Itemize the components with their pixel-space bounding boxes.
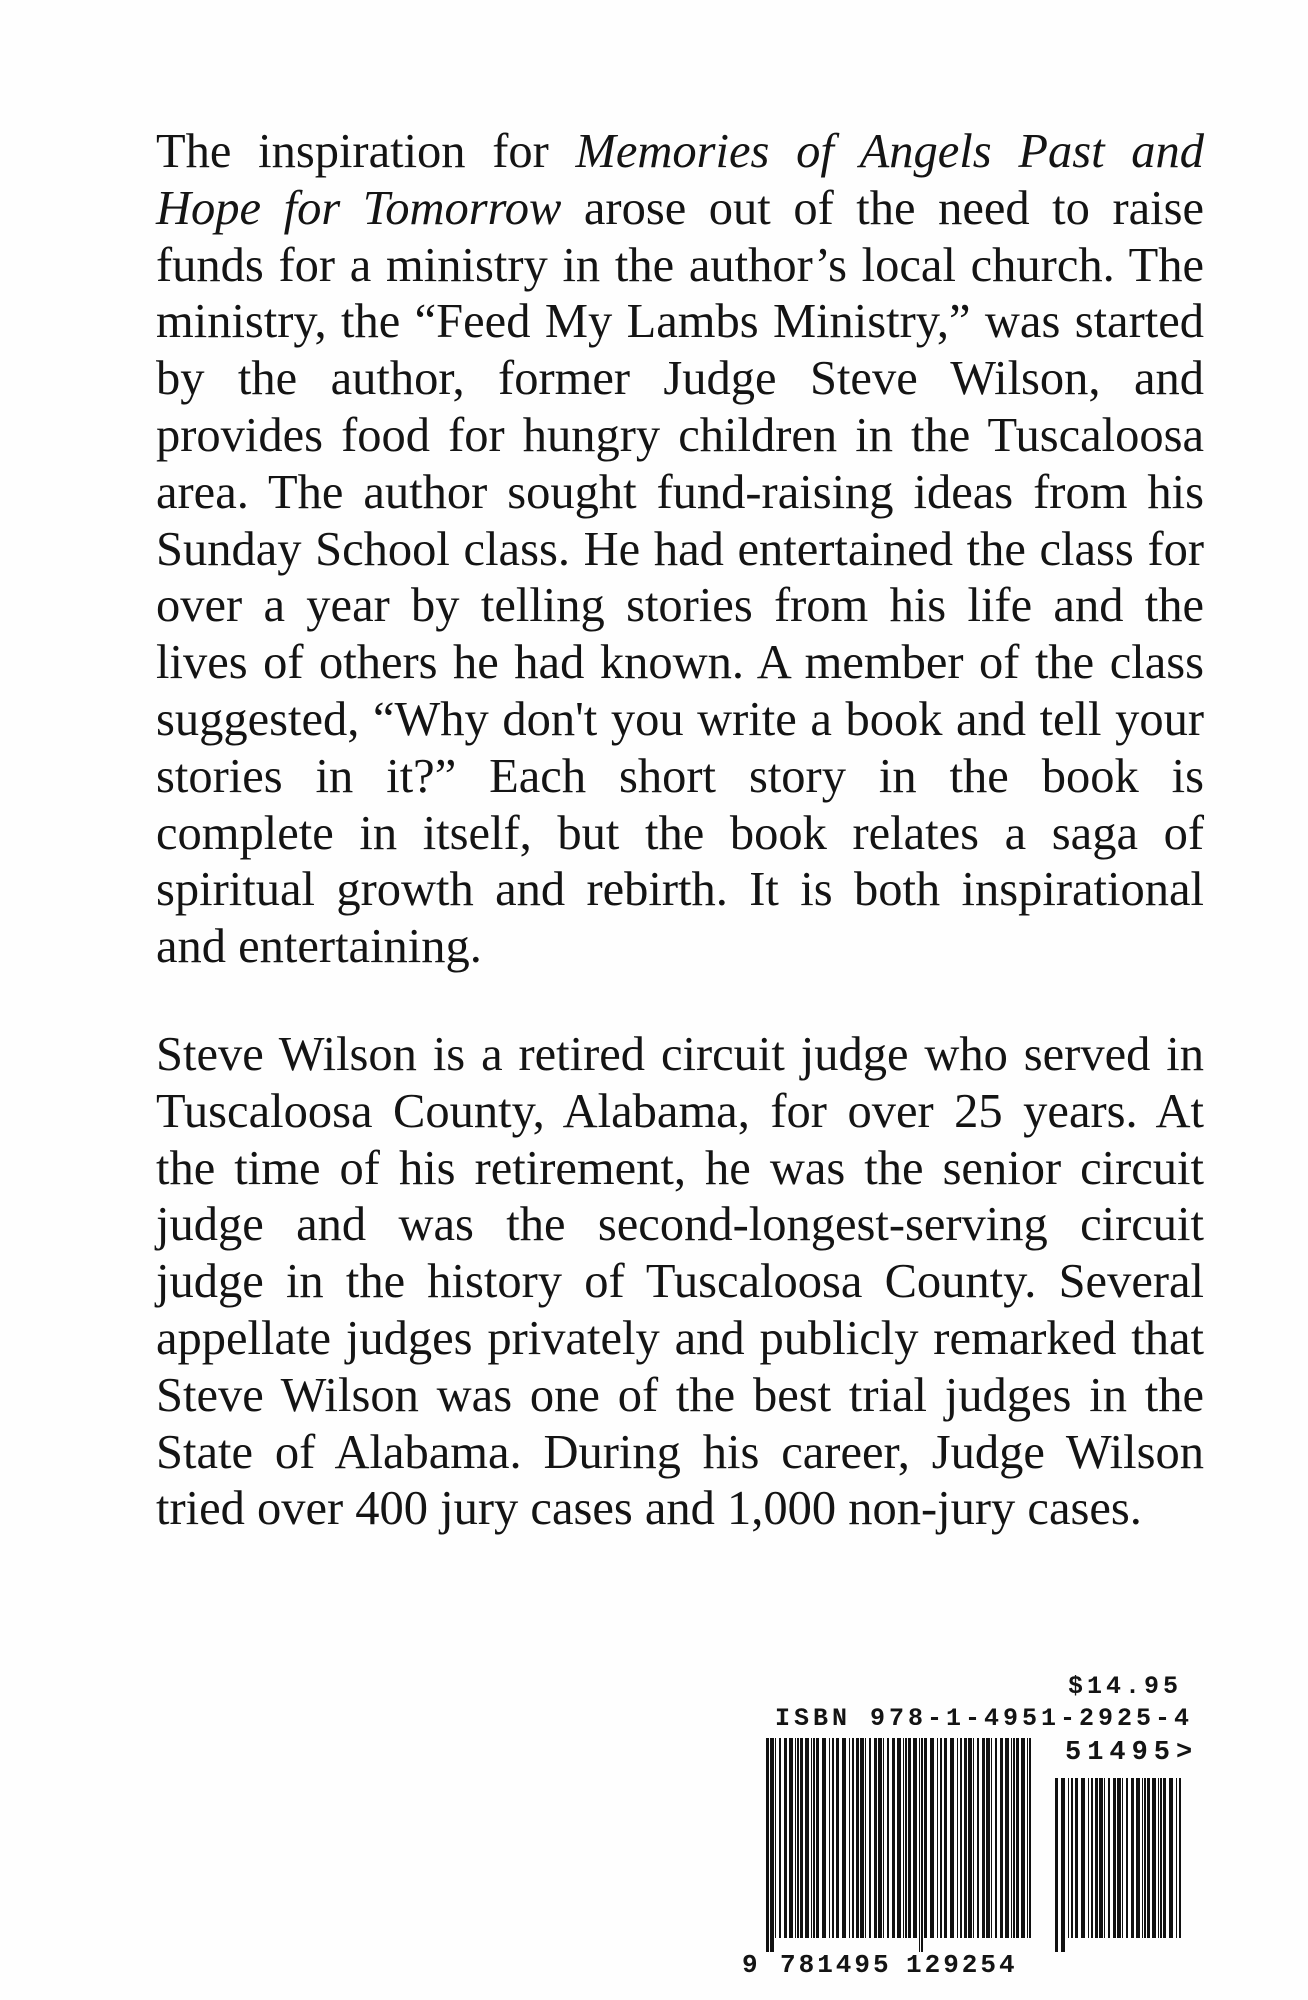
barcode-bar bbox=[813, 1738, 815, 1938]
barcode-bar bbox=[940, 1738, 942, 1938]
barcode-bar bbox=[1176, 1778, 1177, 1938]
barcode-bar bbox=[1108, 1778, 1110, 1938]
barcode-bar bbox=[1158, 1778, 1159, 1938]
barcode-bar bbox=[913, 1738, 917, 1938]
barcode-bar bbox=[1088, 1778, 1089, 1938]
book-blurb bbox=[156, 124, 1204, 976]
author-bio: Steve Wilson is a retired circuit judge who served in Tuscaloosa County, Alabama, for over 25 years. At the time of his retirement, he was the senior circuit judge and was the second-longest-serving circuit judge in the history of Tuscaloosa County. Several appellate judges privately and publicly remarked that Steve Wilson was one of the best trial judges in the State of Alabama. During his career, Judge Wilson tried over 400 jury cases and 1,000 non-jury cases. bbox=[156, 1028, 1204, 1536]
barcode-bar bbox=[852, 1738, 854, 1938]
barcode-bar bbox=[921, 1738, 923, 1952]
barcode-bar bbox=[874, 1738, 877, 1938]
barcode-bar bbox=[1113, 1778, 1116, 1938]
barcode-bar bbox=[1075, 1778, 1078, 1938]
barcode-bar bbox=[957, 1738, 958, 1938]
barcode-bar bbox=[887, 1738, 889, 1938]
price-label: $14.95 bbox=[1068, 1672, 1183, 1701]
barcode-bar bbox=[908, 1738, 911, 1938]
barcode-bar bbox=[1144, 1778, 1146, 1938]
book-title: Memories of Angels Past and Hope for Tomorrow bbox=[156, 125, 1204, 235]
barcode-bar bbox=[832, 1738, 834, 1938]
barcode-digits-left: 781495 bbox=[780, 1950, 892, 1980]
barcode-bar bbox=[1104, 1778, 1105, 1938]
barcode-bar bbox=[805, 1738, 809, 1938]
barcode-bar bbox=[1136, 1778, 1140, 1938]
barcode-bar bbox=[944, 1738, 947, 1938]
barcode-bar bbox=[1147, 1778, 1150, 1938]
blurb-intro: The inspiration for bbox=[156, 125, 576, 178]
barcode-bar bbox=[1160, 1778, 1162, 1938]
barcode-bar bbox=[1163, 1778, 1166, 1938]
barcode-bar bbox=[795, 1738, 796, 1938]
barcode-bar bbox=[968, 1738, 972, 1938]
barcode-bar bbox=[770, 1738, 774, 1952]
barcode-bar bbox=[930, 1738, 934, 1938]
barcode-bar bbox=[1068, 1778, 1069, 1938]
barcode-bar bbox=[1005, 1738, 1009, 1938]
barcode-bar bbox=[986, 1738, 990, 1938]
barcode-bar bbox=[1142, 1778, 1143, 1938]
barcode-bar bbox=[892, 1738, 895, 1938]
barcode-bar bbox=[960, 1738, 962, 1938]
barcode-bar bbox=[919, 1738, 920, 1952]
barcode-bar bbox=[973, 1738, 974, 1938]
barcode-bar bbox=[842, 1738, 846, 1938]
barcode-bar bbox=[1117, 1778, 1121, 1938]
barcode-bar bbox=[822, 1738, 826, 1938]
barcode-bar bbox=[836, 1738, 839, 1938]
barcode-bar bbox=[789, 1738, 793, 1938]
barcode-bar bbox=[811, 1738, 812, 1938]
barcode-bar bbox=[1091, 1778, 1093, 1938]
barcode-bar bbox=[865, 1738, 866, 1938]
price-addon-barcode bbox=[1055, 1778, 1185, 1952]
barcode-bar bbox=[1029, 1738, 1031, 1938]
barcode-bar bbox=[1126, 1778, 1128, 1938]
barcode-bar bbox=[860, 1738, 864, 1938]
barcode-bar bbox=[766, 1738, 769, 1952]
barcode-bar bbox=[1071, 1778, 1073, 1938]
barcode-digit-first: 9 bbox=[742, 1950, 761, 1980]
barcode-bar bbox=[878, 1738, 882, 1938]
barcode-bar bbox=[1016, 1738, 1019, 1938]
barcode-bar bbox=[1081, 1778, 1085, 1938]
blurb-body: arose out of the need to raise funds for a ministry in the author’s local church. The ministry, the “Feed My Lambs Ministry,” was started by the author, former Judge Steve Wilson, and provides food for hungry children in the Tuscaloosa area. The author sought fund-raising ideas from his Sunday School class. He had entertained the class for over a year by telling stories from his life and the lives of others he had known. A member of the class suggested, “Why don't you write a book and tell your stories in it?” Each short story in the book is complete in itself, but the book relates a saga of spiritual growth and rebirth. It is both inspirational and entertaining. bbox=[156, 181, 1204, 974]
barcode-bar bbox=[1000, 1738, 1003, 1938]
barcode-bar bbox=[1095, 1778, 1098, 1938]
barcode-digits-right: 129254 bbox=[906, 1950, 1018, 1980]
barcode-bar bbox=[1013, 1738, 1015, 1938]
barcode-bar bbox=[829, 1738, 830, 1938]
barcode-bar bbox=[1011, 1738, 1012, 1938]
barcode-bar bbox=[800, 1738, 803, 1938]
barcode-bar bbox=[924, 1738, 927, 1938]
barcode-bar bbox=[982, 1738, 985, 1938]
barcode-bar bbox=[1179, 1778, 1181, 1938]
barcode-bar bbox=[950, 1738, 954, 1938]
barcode-bar bbox=[1061, 1778, 1065, 1952]
barcode-bar bbox=[883, 1738, 884, 1938]
isbn-label: ISBN 978-1-4951-2925-4 bbox=[775, 1704, 1194, 1733]
barcode-bar bbox=[897, 1738, 901, 1938]
barcode-bar bbox=[816, 1738, 819, 1938]
barcode-bar bbox=[779, 1738, 781, 1938]
barcode-bar bbox=[1027, 1738, 1028, 1938]
barcode-bar bbox=[1169, 1778, 1173, 1938]
price-addon-digits: 51495> bbox=[1065, 1738, 1199, 1768]
barcode-bar bbox=[991, 1738, 992, 1938]
barcode-bar bbox=[995, 1738, 997, 1938]
barcode-bar bbox=[937, 1738, 938, 1938]
barcode-bar bbox=[903, 1738, 904, 1938]
barcode-bar bbox=[869, 1738, 871, 1938]
barcode-bar bbox=[856, 1738, 859, 1938]
barcode-bar bbox=[797, 1738, 799, 1938]
barcode-bar bbox=[977, 1738, 979, 1938]
isbn-barcode bbox=[766, 1738, 1034, 1952]
barcode-bar bbox=[1122, 1778, 1123, 1938]
barcode-bar bbox=[1021, 1738, 1025, 1938]
barcode-bar bbox=[1055, 1778, 1058, 1952]
barcode-bar bbox=[775, 1738, 776, 1938]
barcode-bar bbox=[784, 1738, 787, 1938]
barcode-bar bbox=[1131, 1778, 1134, 1938]
barcode-bar bbox=[905, 1738, 907, 1938]
barcode-bar bbox=[1152, 1778, 1156, 1938]
barcode-bar bbox=[964, 1738, 967, 1938]
barcode-bar bbox=[849, 1738, 850, 1938]
barcode-bar bbox=[1099, 1778, 1103, 1938]
